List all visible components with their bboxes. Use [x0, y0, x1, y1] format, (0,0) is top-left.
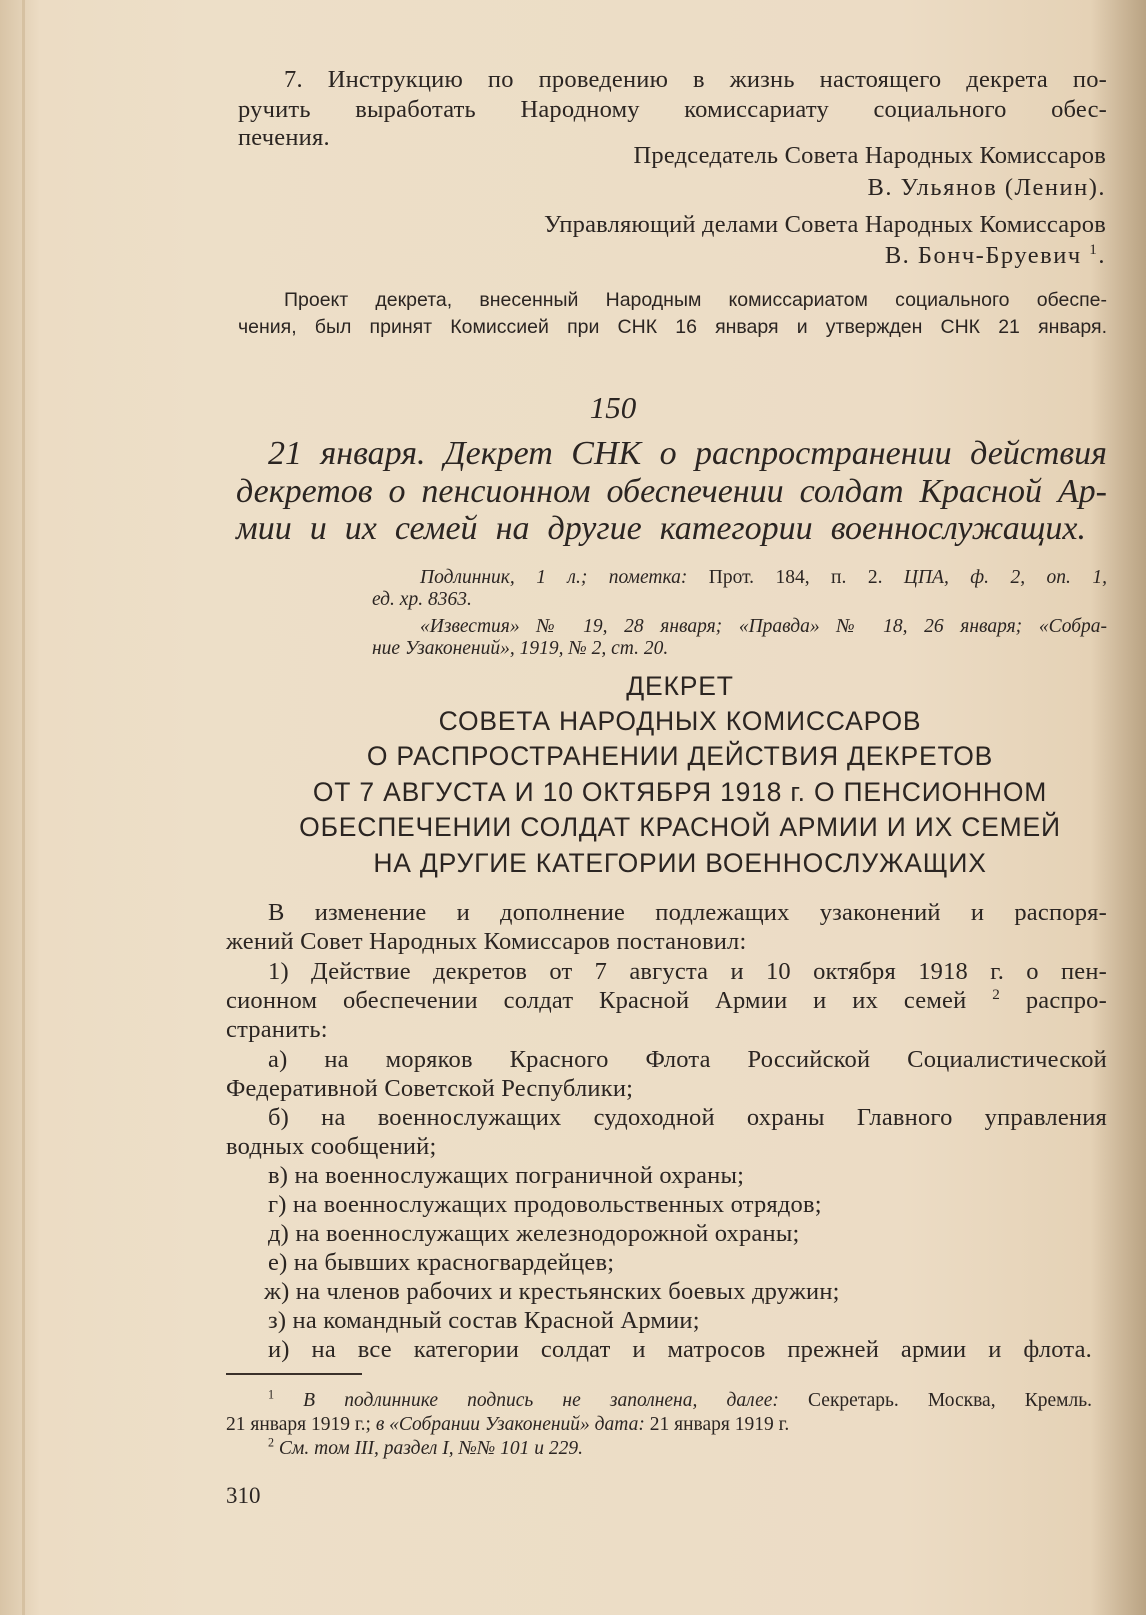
item-v: в) на военнослужащих пограничной охраны;	[268, 1162, 745, 1189]
manager-name-end: .	[1098, 242, 1106, 269]
footnote1-italic: В подлиннике подпись не заполнена, далее:	[274, 1390, 779, 1411]
footnote-ref-1: 1	[1089, 240, 1099, 258]
paragraph1-line2	[226, 987, 1107, 1015]
decree-title-line1: ДЕКРЕТ	[626, 671, 734, 701]
item-e: е) на бывших красногвардейцев;	[268, 1249, 615, 1276]
item-d: д) на военнослужащих железнодорожной охраны;	[268, 1220, 800, 1247]
item-a-line2: Федеративной Советской Республики;	[226, 1075, 634, 1102]
footnote1-line1	[268, 1387, 1092, 1412]
chair-title: Председатель Совета Народных Комиссаров	[633, 142, 1106, 169]
item-z: з) на командный состав Красной Армии;	[268, 1307, 700, 1334]
page-number: 310	[226, 1483, 261, 1508]
footnote-ref-2: 2	[992, 985, 1001, 1003]
manager-name: В. Бонч-Бруевич	[884, 242, 1082, 269]
paragraph1-text: сионном обеспечении солдат Красной Армии и их семей	[226, 987, 967, 1014]
publication-note-line1: Проект декрета, внесенный Народным комиссариатом социального обеспе-	[284, 289, 1107, 311]
source-mark: Прот. 184, п. 2.	[687, 567, 904, 588]
manager-title: Управляющий делами Совета Народных Комиссаров	[543, 211, 1106, 238]
footnote1-line2	[226, 1414, 789, 1436]
item7-line1: 7. Инструкцию по проведению в жизнь настоящего декрета по-	[284, 66, 1107, 93]
item-b-line1: б) на военнослужащих судоходной охраны Главного управления	[268, 1104, 1107, 1131]
source-archive: ЦПА, ф. 2, оп. 1,	[903, 567, 1107, 588]
footnote1-source: в «Собрании Узаконений» дата:	[375, 1414, 645, 1435]
paragraph1-text-end: распро-	[1000, 987, 1107, 1014]
footnote-divider	[226, 1373, 362, 1375]
document-heading-line1: 21 января. Декрет СНК о распространении действия	[268, 435, 1107, 472]
decree-title-line3: О РАСПРОСТРАНЕНИИ ДЕЙСТВИЯ ДЕКРЕТОВ	[366, 741, 994, 771]
source-line4: ние Узаконений», 1919, № 2, ст. 20.	[372, 638, 669, 659]
item7-line3: печения.	[238, 124, 330, 151]
decree-title-line2: СОВЕТА НАРОДНЫХ КОМИССАРОВ	[438, 706, 922, 736]
item-b-line2: водных сообщений;	[226, 1133, 437, 1160]
publication-note-line2: чения, был принят Комиссией при СНК 16 января и утвержден СНК 21 января.	[238, 316, 1107, 338]
source-original: Подлинник, 1 л.; пометка:	[420, 567, 688, 588]
source-line3: «Известия» № 19, 28 января; «Правда» № 18, 26 января; «Собра-	[420, 616, 1107, 637]
document-heading-line2: декретов о пенсионном обеспечении солдат Красной Ар-	[236, 473, 1107, 510]
decree-title-line4: ОТ 7 АВГУСТА И 10 ОКТЯБРЯ 1918 г. О ПЕНСИОННОМ	[312, 777, 1048, 807]
paragraph1-line3: странить:	[226, 1016, 328, 1043]
intro-line2: жений Совет Народных Комиссаров постановил:	[226, 928, 747, 955]
document-number: 150	[589, 390, 637, 425]
footnote2-text: См. том III, раздел I, №№ 101 и 229.	[274, 1438, 584, 1459]
decree-title-line5: ОБЕСПЕЧЕНИИ СОЛДАТ КРАСНОЙ АРМИИ И ИХ СЕМЕЙ	[299, 812, 1061, 842]
source-line2: ед. хр. 8363.	[372, 589, 472, 610]
footnote1-date: 21 января 1919 г.;	[226, 1414, 376, 1435]
document-heading-line3: мии и их семей на другие категории военнослужащих.	[236, 510, 1086, 547]
footnote1-number: 1	[268, 1387, 275, 1402]
item-a-line1: а) на моряков Красного Флота Российской Социалистической	[268, 1046, 1107, 1073]
decree-title-line6: НА ДРУГИЕ КАТЕГОРИИ ВОЕННОСЛУЖАЩИХ	[373, 848, 987, 878]
item7-line2: ручить выработать Народному комиссариату социального обес-	[238, 96, 1107, 123]
footnote1-text: Секретарь. Москва, Кремль.	[778, 1390, 1092, 1411]
manager-signature	[885, 242, 1106, 270]
item-g: г) на военнослужащих продовольственных отрядов;	[268, 1191, 822, 1218]
footnote2	[268, 1435, 584, 1460]
source-line1	[420, 567, 1107, 589]
intro-line1: В изменение и дополнение подлежащих узаконений и распоря-	[268, 899, 1107, 926]
footnote2-number: 2	[268, 1435, 275, 1450]
footnote1-source-date: 21 января 1919 г.	[644, 1414, 790, 1435]
item-zh: ж) на членов рабочих и крестьянских боевых дружин;	[264, 1278, 840, 1305]
item-i: и) на все категории солдат и матросов прежней армии и флота.	[268, 1336, 1092, 1363]
chair-name: В. Ульянов (Ленин).	[867, 174, 1106, 201]
paragraph1-line1: 1) Действие декретов от 7 августа и 10 октября 1918 г. о пен-	[268, 958, 1107, 985]
